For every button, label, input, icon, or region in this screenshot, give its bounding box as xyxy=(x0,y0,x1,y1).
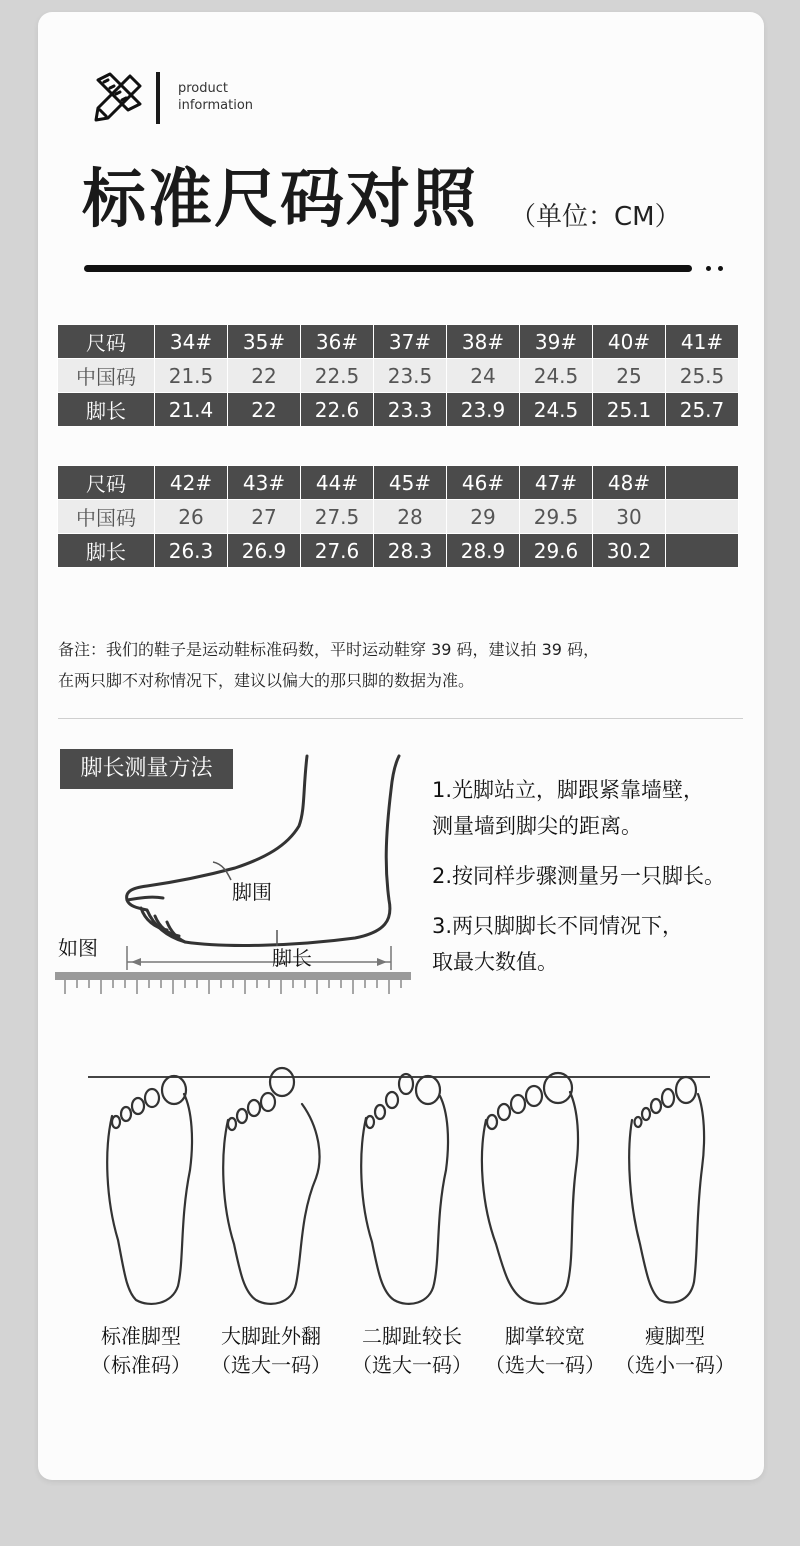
title-rule xyxy=(84,265,692,272)
table-cell: 22 xyxy=(228,359,301,393)
table-cell: 28.9 xyxy=(447,534,520,568)
step-line: 1.光脚站立，脚跟紧靠墙壁， xyxy=(432,778,705,802)
note-line: 在两只脚不对称情况下，建议以偏大的那只脚的数据为准。 xyxy=(58,671,475,690)
table-cell: 24.5 xyxy=(520,359,593,393)
table-cell: 23.9 xyxy=(447,393,520,427)
measure-steps xyxy=(432,772,725,980)
foot-type-name: 标准脚型 xyxy=(101,1324,181,1348)
note-line: 备注：我们的鞋子是运动鞋标准码数，平时运动鞋穿 39 码，建议拍 39 码， xyxy=(58,640,600,659)
product-caption-line2: information xyxy=(178,98,254,113)
table-cell: 42# xyxy=(155,466,228,500)
foot-type-advice: （选大一码） xyxy=(211,1353,331,1377)
table-cell: 30.2 xyxy=(593,534,666,568)
table-cell: 45# xyxy=(374,466,447,500)
foot-type-advice: （选大一码） xyxy=(485,1353,605,1377)
size-table-1 xyxy=(57,324,739,427)
table-cell: 21.5 xyxy=(155,359,228,393)
table-cell: 25 xyxy=(593,359,666,393)
product-information-caption xyxy=(178,80,253,114)
table-row xyxy=(58,534,739,568)
foot-type-slim xyxy=(610,1322,740,1380)
table-cell: 21.4 xyxy=(155,393,228,427)
table-cell: 39# xyxy=(520,325,593,359)
pencil-ruler-icon xyxy=(90,70,146,126)
table-row xyxy=(58,466,739,500)
table-cell: 46# xyxy=(447,466,520,500)
figure-label: 如图 xyxy=(58,936,98,960)
foot-types-illustration xyxy=(80,1060,720,1320)
table-cell xyxy=(666,534,739,568)
table-cell xyxy=(666,500,739,534)
size-table-2 xyxy=(57,465,739,568)
table-cell: 27.6 xyxy=(301,534,374,568)
row-header: 中国码 xyxy=(58,359,155,393)
foot-type-name: 瘦脚型 xyxy=(645,1324,705,1348)
table-cell: 41# xyxy=(666,325,739,359)
table-cell: 48# xyxy=(593,466,666,500)
table-cell: 22.6 xyxy=(301,393,374,427)
table-cell: 38# xyxy=(447,325,520,359)
table-cell: 30 xyxy=(593,500,666,534)
rule-dot xyxy=(706,266,711,271)
table-cell: 28 xyxy=(374,500,447,534)
table-cell: 23.3 xyxy=(374,393,447,427)
header-divider xyxy=(156,72,160,124)
table-cell: 29 xyxy=(447,500,520,534)
row-header: 中国码 xyxy=(58,500,155,534)
foot-type-name: 脚掌较宽 xyxy=(505,1324,585,1348)
row-header: 脚长 xyxy=(58,534,155,568)
table-cell: 37# xyxy=(374,325,447,359)
table-cell: 27.5 xyxy=(301,500,374,534)
table-cell: 44# xyxy=(301,466,374,500)
foot-type-bunion xyxy=(206,1322,336,1380)
table-cell: 25.1 xyxy=(593,393,666,427)
row-header: 尺码 xyxy=(58,325,155,359)
table-cell: 40# xyxy=(593,325,666,359)
section-divider xyxy=(58,718,743,719)
girth-label: 脚围 xyxy=(232,880,272,904)
table-row xyxy=(58,393,739,427)
table-cell: 35# xyxy=(228,325,301,359)
page-title: 标准尺码对照 xyxy=(82,163,478,237)
table-row xyxy=(58,500,739,534)
foot-type-standard xyxy=(76,1322,206,1380)
table-cell xyxy=(666,466,739,500)
table-cell: 43# xyxy=(228,466,301,500)
table-cell: 22 xyxy=(228,393,301,427)
table-cell: 25.5 xyxy=(666,359,739,393)
table-cell: 29.6 xyxy=(520,534,593,568)
table-cell: 26 xyxy=(155,500,228,534)
table-cell: 24.5 xyxy=(520,393,593,427)
foot-type-wide xyxy=(480,1322,610,1380)
table-cell: 26.3 xyxy=(155,534,228,568)
foot-type-advice: （标准码） xyxy=(91,1353,191,1377)
table-cell: 34# xyxy=(155,325,228,359)
rule-dot xyxy=(718,266,723,271)
step-line: 取最大数值。 xyxy=(432,950,558,974)
table-cell: 26.9 xyxy=(228,534,301,568)
wide-foot-icon xyxy=(482,1073,578,1304)
table-cell: 22.5 xyxy=(301,359,374,393)
measure-method-label: 脚长测量方法 xyxy=(60,749,233,789)
step-line: 测量墙到脚尖的距离。 xyxy=(432,814,642,838)
length-label: 脚长 xyxy=(272,946,312,970)
table-cell: 36# xyxy=(301,325,374,359)
table-cell: 28.3 xyxy=(374,534,447,568)
table-row xyxy=(58,359,739,393)
size-note xyxy=(58,634,748,696)
foot-type-long-second-toe xyxy=(347,1322,477,1380)
table-cell: 29.5 xyxy=(520,500,593,534)
foot-type-advice: （选大一码） xyxy=(352,1353,472,1377)
foot-type-name: 大脚趾外翻 xyxy=(221,1324,321,1348)
row-header: 脚长 xyxy=(58,393,155,427)
product-caption-line1: product xyxy=(178,81,229,96)
unit-label: （单位：CM） xyxy=(510,202,681,232)
foot-type-name: 二脚趾较长 xyxy=(362,1324,462,1348)
table-cell: 25.7 xyxy=(666,393,739,427)
step-line: 3.两只脚脚长不同情况下， xyxy=(432,914,684,938)
table-cell: 24 xyxy=(447,359,520,393)
standard-foot-icon xyxy=(107,1076,192,1304)
table-row xyxy=(58,325,739,359)
step-line: 2.按同样步骤测量另一只脚长。 xyxy=(432,864,726,888)
foot-type-advice: （选小一码） xyxy=(615,1353,735,1377)
long-second-toe-foot-icon xyxy=(361,1074,448,1304)
row-header: 尺码 xyxy=(58,466,155,500)
slim-foot-icon xyxy=(629,1077,704,1303)
table-cell: 23.5 xyxy=(374,359,447,393)
bunion-foot-icon xyxy=(223,1068,319,1304)
table-cell: 47# xyxy=(520,466,593,500)
table-cell: 27 xyxy=(228,500,301,534)
